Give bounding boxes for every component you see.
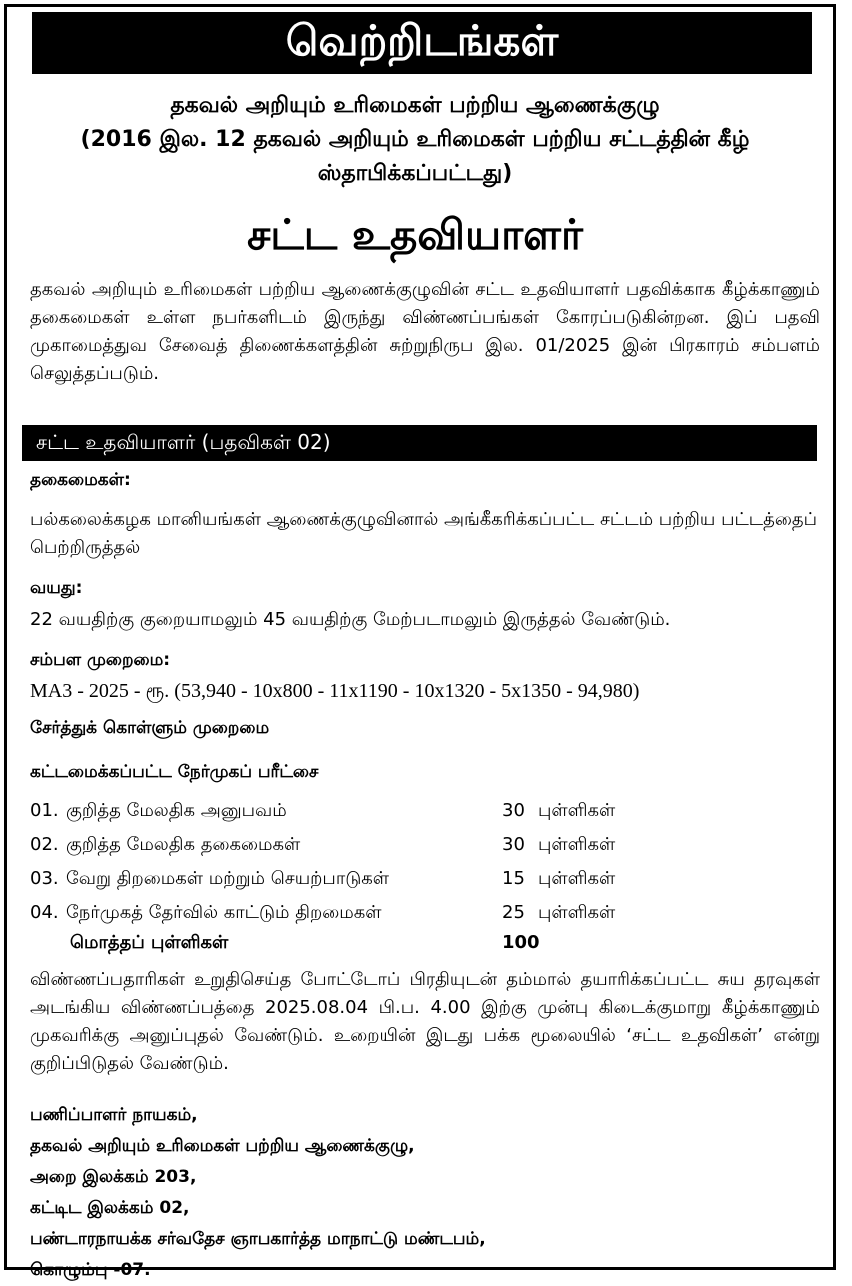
age-heading: வயது: [30, 578, 83, 598]
salary-heading: சம்பள முறைமை: [30, 650, 171, 670]
recruitment-heading: சேர்த்துக் கொள்ளும் முறைமை [30, 718, 270, 738]
postal-address [30, 1100, 486, 1286]
criteria-label: குறித்த மேலதிக தகைமைகள் [66, 834, 301, 855]
organization-name: தகவல் அறியும் உரிமைகள் பற்றிய ஆணைக்குழு [170, 93, 660, 118]
interview-heading: கட்டமைக்கப்பட்ட நேர்முகப் பரீட்சை [30, 762, 319, 782]
address-line: அறை இலக்கம் 203, [30, 1167, 197, 1187]
age-text: 22 வயதிற்கு குறையாமலும் 45 வயதிற்கு மேற்படாமலும் இருத்தல் வேண்டும். [30, 609, 671, 630]
criteria-unit: புள்ளிகள் [538, 800, 616, 821]
criteria-points: 25 [502, 902, 525, 923]
address-line: பண்டாரநாயக்க சர்வதேச ஞாபகார்த்த மாநாட்டு மண்டபம், [30, 1229, 486, 1249]
address-line: தகவல் அறியும் உரிமைகள் பற்றிய ஆணைக்குழு, [30, 1136, 415, 1156]
criteria-number: 04. [30, 902, 59, 923]
criteria-number: 03. [30, 868, 59, 889]
qualifications-heading: தகைமைகள்: [30, 470, 131, 490]
criteria-label: குறித்த மேலதிக அனுபவம் [66, 800, 287, 821]
criteria-number: 01. [30, 800, 59, 821]
post-count-bar [22, 425, 817, 461]
criteria-points: 30 [502, 834, 525, 855]
post-title: சட்ட உதவியாளர் [247, 210, 583, 259]
criteria-row [30, 868, 730, 896]
establishment-line-2: ஸ்தாபிக்கப்பட்டது) [317, 161, 513, 186]
address-line: பணிப்பாளர் நாயகம், [30, 1105, 198, 1125]
application-instructions: விண்ணப்பதாரிகள் உறுதிசெய்த போட்டோப் பிரதியுடன் தம்மால் தயாரிக்கப்பட்ட சுய தரவுகள் அடங்கிய விண்ணப்பத்தை 2025.08.04 பி.ப. 4.00 இற்கு முன்பு கிடைக்குமாறு கீழ்க்காணும் முகவரிக்கு அனுப்புதல் வேண்டும். உறையின் இடது பக்க மூலையில் ‘சட்ட உதவிகள்’ என்று குறிப்பிடுதல் வேண்டும். [30, 969, 820, 1074]
criteria-row [30, 902, 730, 930]
total-points-label: மொத்தப் புள்ளிகள் [70, 932, 229, 953]
criteria-row [30, 834, 730, 862]
banner-title: வெற்றிடங்கள் [285, 15, 559, 65]
address-line: கொழும்பு -07. [30, 1260, 151, 1280]
criteria-label: வேறு திறமைகள் மற்றும் செயற்பாடுகள் [66, 868, 390, 889]
criteria-unit: புள்ளிகள் [538, 902, 616, 923]
criteria-unit: புள்ளிகள் [538, 834, 616, 855]
vacancies-banner [32, 12, 812, 74]
address-line: கட்டிட இலக்கம் 02, [30, 1198, 190, 1218]
qualifications-text: பல்கலைக்கழக மானியங்கள் ஆணைக்குழுவினால் அங்கீகரிக்கப்பட்ட சட்டம் பற்றிய பட்டத்தைப் பெற்றிருத்தல் [30, 509, 817, 558]
intro-paragraph: தகவல் அறியும் உரிமைகள் பற்றிய ஆணைக்குழுவின் சட்ட உதவியாளர் பதவிக்காக கீழ்க்காணும் தகைமைகள் உள்ள நபர்களிடம் இருந்து விண்ணப்பங்கள் கோரப்படுகின்றன. இப் பதவி முகாமைத்துவ சேவைத் திணைக்களத்தின் சுற்றுநிருப இல. 01/2025 இன் பிரகாரம் சம்பளம் செலுத்தப்படும். [30, 279, 820, 384]
criteria-row [30, 800, 730, 828]
criteria-points: 30 [502, 800, 525, 821]
salary-scale: MA3 - 2025 - ரூ. (53,940 - 10x800 - 11x1190 - 10x1320 - 5x1350 - 94,980) [30, 680, 640, 702]
establishment-line-1: (2016 இல. 12 தகவல் அறியும் உரிமைகள் பற்றிய சட்டத்தின் கீழ் [80, 127, 750, 152]
document-border [4, 4, 836, 1270]
post-count-label: சட்ட உதவியாளர் (பதவிகள் 02) [36, 429, 331, 454]
criteria-label: நேர்முகத் தேர்வில் காட்டும் திறமைகள் [66, 902, 382, 923]
criteria-unit: புள்ளிகள் [538, 868, 616, 889]
criteria-number: 02. [30, 834, 59, 855]
total-points-value: 100 [502, 932, 540, 953]
criteria-points: 15 [502, 868, 525, 889]
total-points-row [70, 932, 590, 955]
